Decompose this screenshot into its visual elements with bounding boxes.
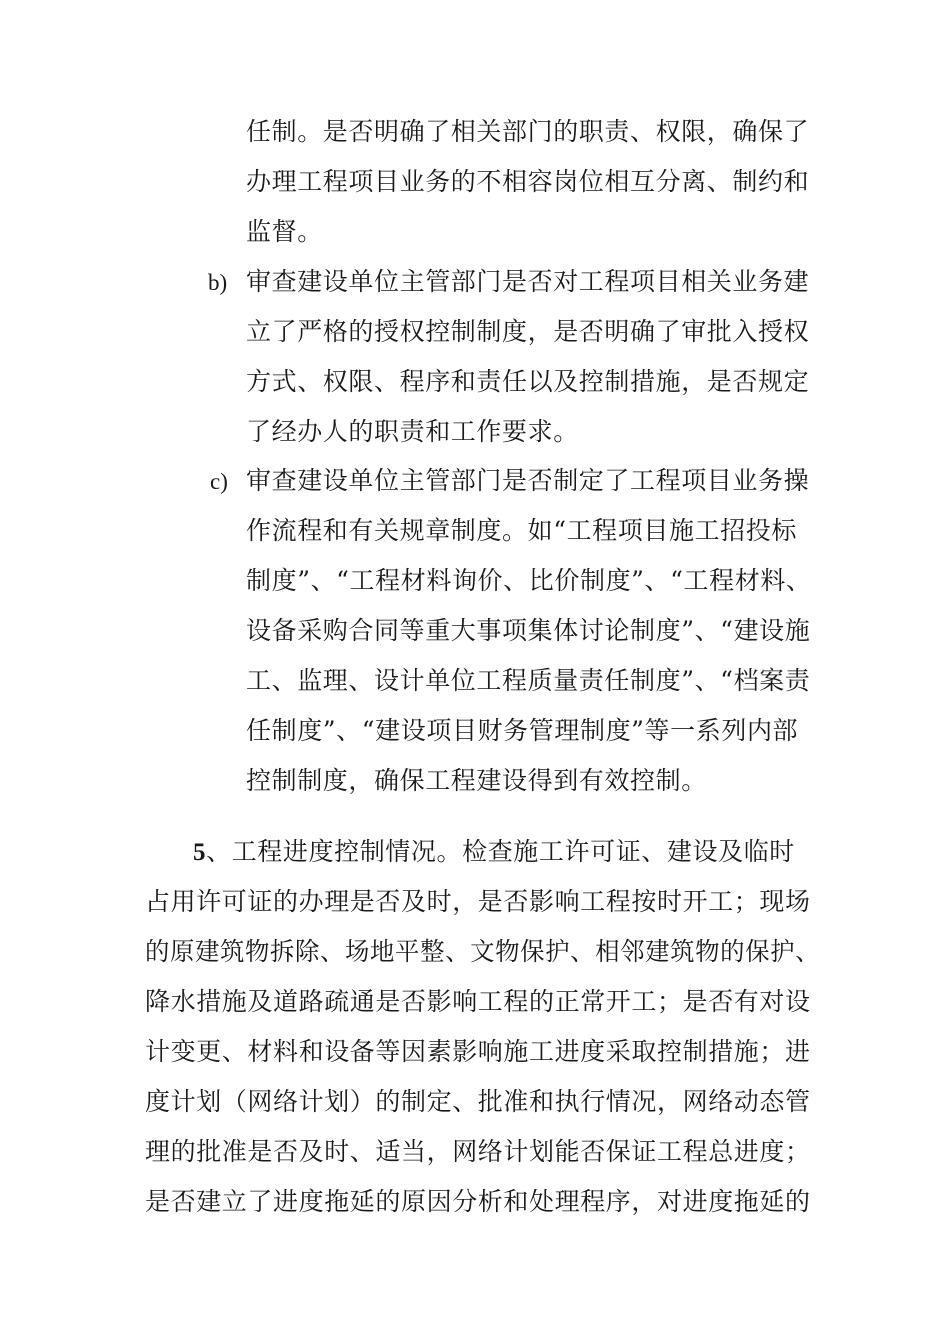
text-line: 占用许可证的办理是否及时，是否影响工程按时开工；现场 (145, 887, 811, 916)
text-line: 办理工程项目业务的不相容岗位相互分离、制约和 (246, 167, 810, 196)
text-line: 理的批准是否及时、适当，网络计划能否保证工程总进度； (145, 1137, 811, 1166)
text-line: 作流程和有关规章制度。如“工程项目施工招投标 (246, 516, 797, 545)
text-line: 方式、权限、程序和责任以及控制措施，是否规定 (246, 367, 810, 396)
text-line: 审查建设单位主管部门是否对工程项目相关业务建 (246, 267, 810, 296)
list-marker-b: b) (208, 270, 228, 295)
text-line: 的原建筑物拆除、场地平整、文物保护、相邻建筑物的保护、 (145, 937, 821, 966)
text-line: 了经办人的职责和工作要求。 (246, 417, 579, 446)
text-line: 是否建立了进度拖延的原因分析和处理程序，对进度拖延的 (145, 1187, 811, 1216)
text-line: 审查建设单位主管部门是否制定了工程项目业务操 (246, 466, 810, 495)
text-line: 监督。 (246, 217, 323, 246)
section-5-first-line (193, 837, 795, 868)
text-line: 任制度”、“建设项目财务管理制度”等一系列内部 (246, 716, 799, 745)
text-line: 制度”、“工程材料询价、比价制度”、“工程材料、 (246, 566, 812, 595)
section-number: 5 (193, 839, 207, 866)
text-line: 控制制度，确保工程建设得到有效控制。 (246, 766, 707, 795)
text-line: 降水措施及道路疏通是否影响工程的正常开工；是否有对设 (145, 987, 811, 1016)
text-line: 任制。是否明确了相关部门的职责、权限，确保了 (246, 117, 810, 146)
text-line: 设备采购合同等重大事项集体讨论制度”、“建设施 (246, 616, 811, 645)
text-line: 工、监理、设计单位工程质量责任制度”、“档案责 (246, 666, 811, 695)
list-marker-c: c) (210, 469, 228, 494)
text-line: 度计划（网络计划）的制定、批准和执行情况，网络动态管 (145, 1087, 811, 1116)
text-line: 计变更、材料和设备等因素影响施工进度采取控制措施；进 (145, 1037, 811, 1066)
text-line: 立了严格的授权控制制度，是否明确了审批入授权 (246, 317, 810, 346)
section-5-heading-text: 、工程进度控制情况。检查施工许可证、建设及临时 (206, 837, 795, 866)
